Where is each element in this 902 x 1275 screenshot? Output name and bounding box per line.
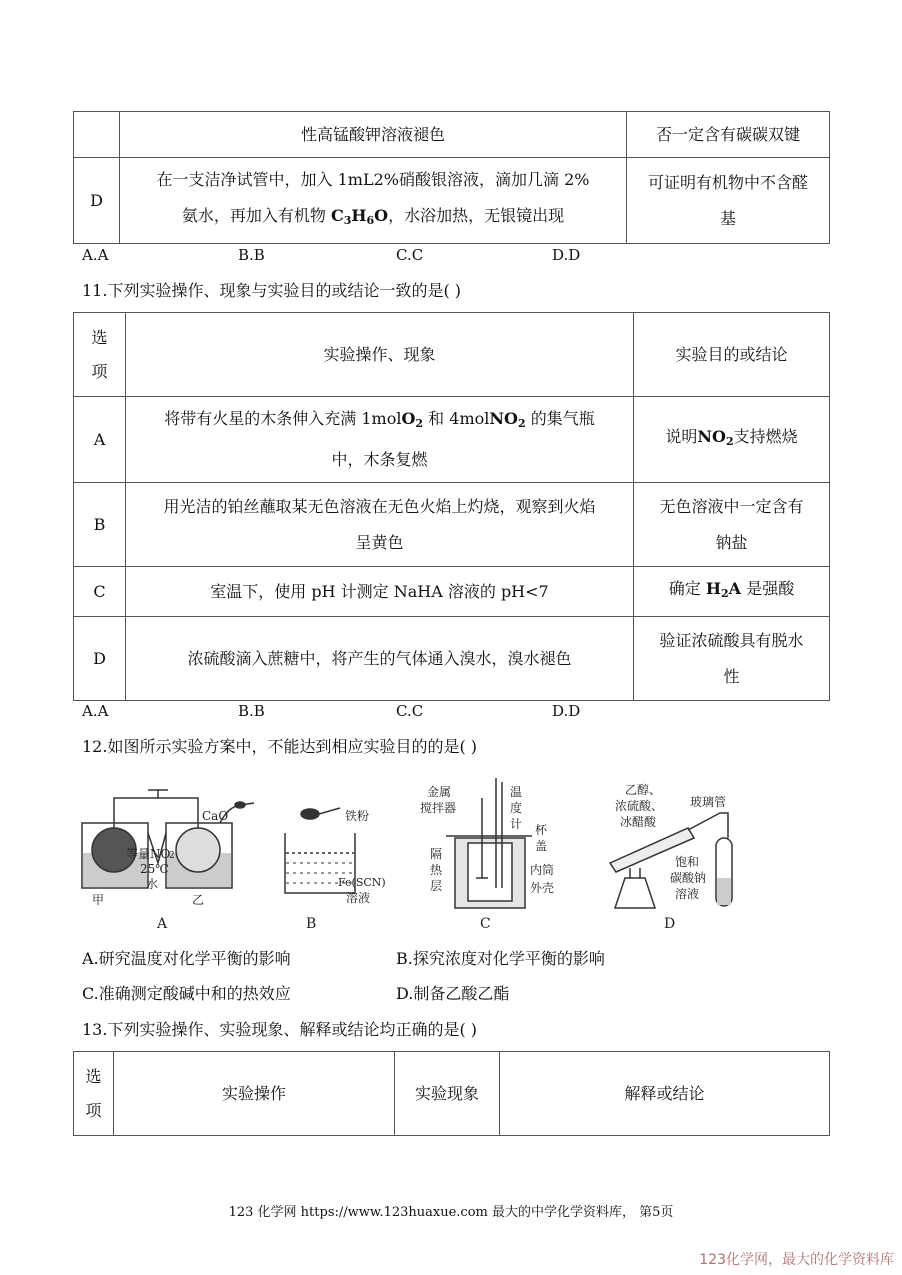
- fig-a-label: A: [157, 916, 168, 932]
- fig-c-outer: 外壳: [530, 881, 555, 895]
- q10-row-d-op: 在一支洁净试管中，加入 1mL2%硝酸银溶液，滴加几滴 2% 氨水，再加入有机物 $C_3H_6O$，水浴加热，无银镜出现: [120, 158, 627, 244]
- q10-option-c[interactable]: C.C: [396, 246, 424, 264]
- q12-option-d[interactable]: D.制备乙酸乙酯: [396, 984, 510, 1003]
- q13-header-phen: 实验现象: [395, 1052, 500, 1136]
- q12-option-b[interactable]: B.探究浓度对化学平衡的影响: [396, 949, 605, 968]
- q10-table: [73, 111, 830, 244]
- q11-row-a-con: 说明$NO_2$支持燃烧: [634, 397, 830, 483]
- fig-d-r3: 冰醋酸: [620, 815, 657, 829]
- q13-stem: 13.下列实验操作、实验现象、解释或结论均正确的是( ): [82, 1020, 478, 1039]
- fig-c-inner: 内筒: [530, 863, 555, 877]
- q13-header-op: 实验操作: [114, 1052, 395, 1136]
- q11-row-b-con: 无色溶液中一定含有 钠盐: [634, 483, 830, 567]
- q11-header-option: 选 项: [74, 313, 126, 397]
- fig-c-ins2: 热: [430, 863, 443, 877]
- q11-table: [73, 312, 830, 701]
- q10-cell-empty: [74, 112, 120, 158]
- q13-header-option: 选 项: [74, 1052, 114, 1136]
- fig-c-lid1: 杯: [535, 823, 548, 837]
- fig-a-water: 水: [146, 877, 159, 891]
- q11-row-c-label: C: [74, 567, 126, 617]
- q10-option-b[interactable]: B.B: [238, 246, 265, 264]
- fig-a-temp: 25℃: [140, 862, 169, 876]
- fig-d-r2: 浓硫酸、: [615, 799, 664, 813]
- q11-row-c-op: 室温下，使用 pH 计测定 NaHA 溶液的 pH<7: [126, 567, 634, 617]
- fig-c-ins1: 隔: [430, 847, 443, 861]
- q11-row-a-op: 将带有火星的木条伸入充满 1molO$_2$ 和 4molNO$_2$ 的集气瓶 中，木条复燃: [126, 397, 634, 483]
- fig-a-yi: 乙: [192, 893, 205, 907]
- fig-b-sol1: Fe(SCN): [338, 876, 386, 889]
- fig-c-t3: 计: [510, 817, 523, 831]
- fig-d-s2: 碳酸钠: [670, 871, 707, 885]
- q11-header-con: 实验目的或结论: [634, 313, 830, 397]
- q10-cell-op: 性高锰酸钾溶液褪色: [120, 112, 627, 158]
- q12-figure: [70, 768, 830, 938]
- page-footer: 123 化学网 https://www.123huaxue.com 最大的中学化学资料库， 第5页: [228, 1205, 674, 1220]
- q11-row-b-label: B: [74, 483, 126, 567]
- fig-d-s3: 溶液: [675, 887, 700, 901]
- q11-row-d-label: D: [74, 617, 126, 701]
- formula-c3h6o: $C_3H_6O$: [330, 206, 389, 227]
- watermark: 123化学网，最大的化学资料库: [699, 1252, 894, 1268]
- q10-row-d-label: D: [74, 158, 120, 244]
- fig-d-glass: 玻璃管: [690, 795, 727, 809]
- fig-c-metal2: 搅拌器: [420, 801, 457, 815]
- fig-c-ins3: 层: [430, 879, 443, 893]
- fig-b-label: B: [306, 916, 317, 932]
- q12-option-c[interactable]: C.准确测定酸碱中和的热效应: [82, 984, 291, 1003]
- q11-option-d[interactable]: D.D: [552, 702, 581, 720]
- q10-option-a[interactable]: A.A: [82, 246, 109, 264]
- fig-c-metal1: 金属: [427, 785, 452, 799]
- fig-a-jia: 甲: [92, 893, 105, 907]
- q11-row-b-op: 用光洁的铂丝蘸取某无色溶液在无色火焰上灼烧，观察到火焰 呈黄色: [126, 483, 634, 567]
- q12-stem: 12.如图所示实验方案中，不能达到相应实验目的的是( ): [82, 737, 478, 756]
- fig-a-no2: 等量NO: [126, 847, 171, 861]
- fig-a-no2-sub: 2: [169, 851, 175, 861]
- q10-option-d[interactable]: D.D: [552, 246, 581, 264]
- fig-d-label: D: [664, 916, 676, 932]
- fig-b-sol2: 溶液: [346, 891, 371, 905]
- q10-row-d-con: 可证明有机物中不含醛 基: [627, 158, 830, 244]
- fig-c-label: C: [480, 916, 491, 932]
- q13-table: [73, 1051, 830, 1136]
- q13-header-con: 解释或结论: [500, 1052, 830, 1136]
- q11-row-d-op: 浓硫酸滴入蔗糖中，将产生的气体通入溴水，溴水褪色: [126, 617, 634, 701]
- fig-d-s1: 饱和: [675, 855, 700, 869]
- q11-row-a-label: A: [74, 397, 126, 483]
- q10-cell-con: 否一定含有碳碳双键: [627, 112, 830, 158]
- fig-b-fe: 铁粉: [345, 809, 370, 823]
- fig-c-lid2: 盖: [535, 839, 548, 853]
- fig-c-t1: 温: [510, 785, 523, 799]
- q11-option-c[interactable]: C.C: [396, 702, 424, 720]
- fig-c-t2: 度: [510, 801, 523, 815]
- q11-header-op: 实验操作、现象: [126, 313, 634, 397]
- q12-option-a[interactable]: A.研究温度对化学平衡的影响: [82, 949, 291, 968]
- q11-row-d-con: 验证浓硫酸具有脱水 性: [634, 617, 830, 701]
- q11-row-c-con: 确定 $H_2A$ 是强酸: [634, 567, 830, 617]
- q11-option-b[interactable]: B.B: [238, 702, 265, 720]
- fig-d-r1: 乙醇、: [625, 783, 662, 797]
- q11-option-a[interactable]: A.A: [82, 702, 109, 720]
- q11-stem: 11.下列实验操作、现象与实验目的或结论一致的是( ): [82, 281, 462, 300]
- fig-a-cao: CaO: [202, 809, 229, 823]
